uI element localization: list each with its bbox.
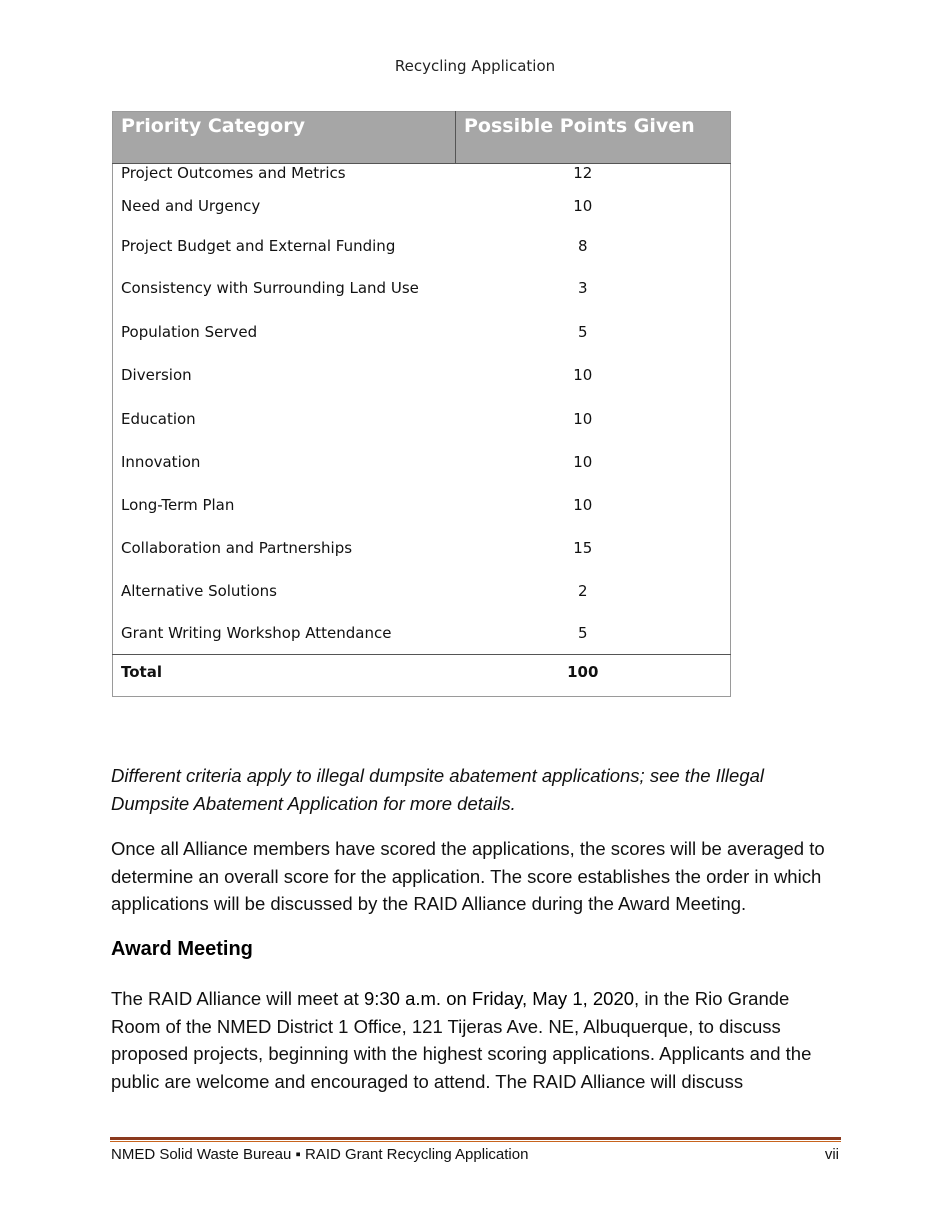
row-category: Collaboration and Partnerships (121, 539, 353, 557)
total-points: 100 (456, 655, 731, 697)
table-total-row (113, 655, 731, 697)
table-row (113, 226, 731, 266)
footer-text: NMED Solid Waste Bureau ▪ RAID Grant Recycling Application (111, 1146, 529, 1163)
dumpsite-criteria-note: Different criteria apply to illegal dumpsite abatement applications; see the Illegal Dumpsite Abatement Application for more details. (111, 765, 765, 814)
row-category: Need and Urgency (121, 196, 261, 215)
award-meeting-heading: Award Meeting (111, 938, 253, 960)
row-points: 10 (573, 496, 593, 514)
row-points: 8 (577, 236, 588, 255)
row-category: Population Served (121, 323, 258, 341)
row-points: 10 (573, 196, 593, 215)
row-points: 3 (577, 279, 588, 297)
row-category: Project Outcomes and Metrics (121, 164, 346, 182)
table-row (113, 354, 731, 397)
row-category: Grant Writing Workshop Attendance (121, 624, 392, 643)
page-number: vii (824, 1146, 839, 1163)
row-points: 12 (573, 164, 593, 182)
award-text-body: , in the Rio Grande Room of the NMED District 1 Office, 121 Tijeras Ave. NE, Albuquerque, to discuss proposed projects, beginning with the highest scoring applications. Applicants and the public are welcome and encouraged to attend. The RAID Alliance will discuss (111, 988, 812, 1092)
row-points: 5 (577, 323, 588, 341)
row-category: Alternative Solutions (121, 582, 277, 600)
row-points: 5 (577, 624, 588, 643)
table-row (113, 570, 731, 613)
column-header-possible-points: Possible Points Given (456, 112, 731, 164)
table-header-row (113, 112, 731, 164)
table-row (113, 164, 731, 186)
award-meeting-paragraph (111, 985, 841, 1095)
total-label: Total (113, 655, 456, 697)
footer-divider (110, 1137, 841, 1142)
table-row (113, 484, 731, 527)
meeting-date-time: 9:30 a.m. on Friday, May 1, 2020 (363, 988, 635, 1009)
table-row (113, 266, 731, 311)
table-row (113, 397, 731, 441)
table-row (113, 311, 731, 354)
row-points: 15 (573, 539, 593, 557)
row-points: 10 (573, 453, 593, 471)
priority-scoring-table (112, 111, 731, 697)
column-header-priority-category: Priority Category (113, 112, 456, 164)
row-points: 2 (577, 582, 588, 600)
row-points: 10 (573, 409, 593, 428)
row-category: Project Budget and External Funding (121, 236, 396, 255)
row-category: Diversion (121, 366, 192, 384)
row-points: 10 (573, 366, 593, 384)
table-row (113, 613, 731, 655)
award-text-lead: The RAID Alliance will meet at (111, 988, 364, 1009)
page-header: Recycling Application (394, 57, 556, 75)
row-category: Consistency with Surrounding Land Use (121, 279, 419, 297)
row-category: Education (121, 409, 196, 428)
table-row (113, 527, 731, 570)
table-row (113, 186, 731, 226)
row-category: Long-Term Plan (121, 496, 235, 514)
table-row (113, 441, 731, 484)
row-category: Innovation (121, 453, 201, 471)
scoring-paragraph: Once all Alliance members have scored the applications, the scores will be averaged to determine an overall score for the application. The score establishes the order in which applications will be discussed by the RAID Alliance during the Award Meeting. (111, 838, 825, 914)
